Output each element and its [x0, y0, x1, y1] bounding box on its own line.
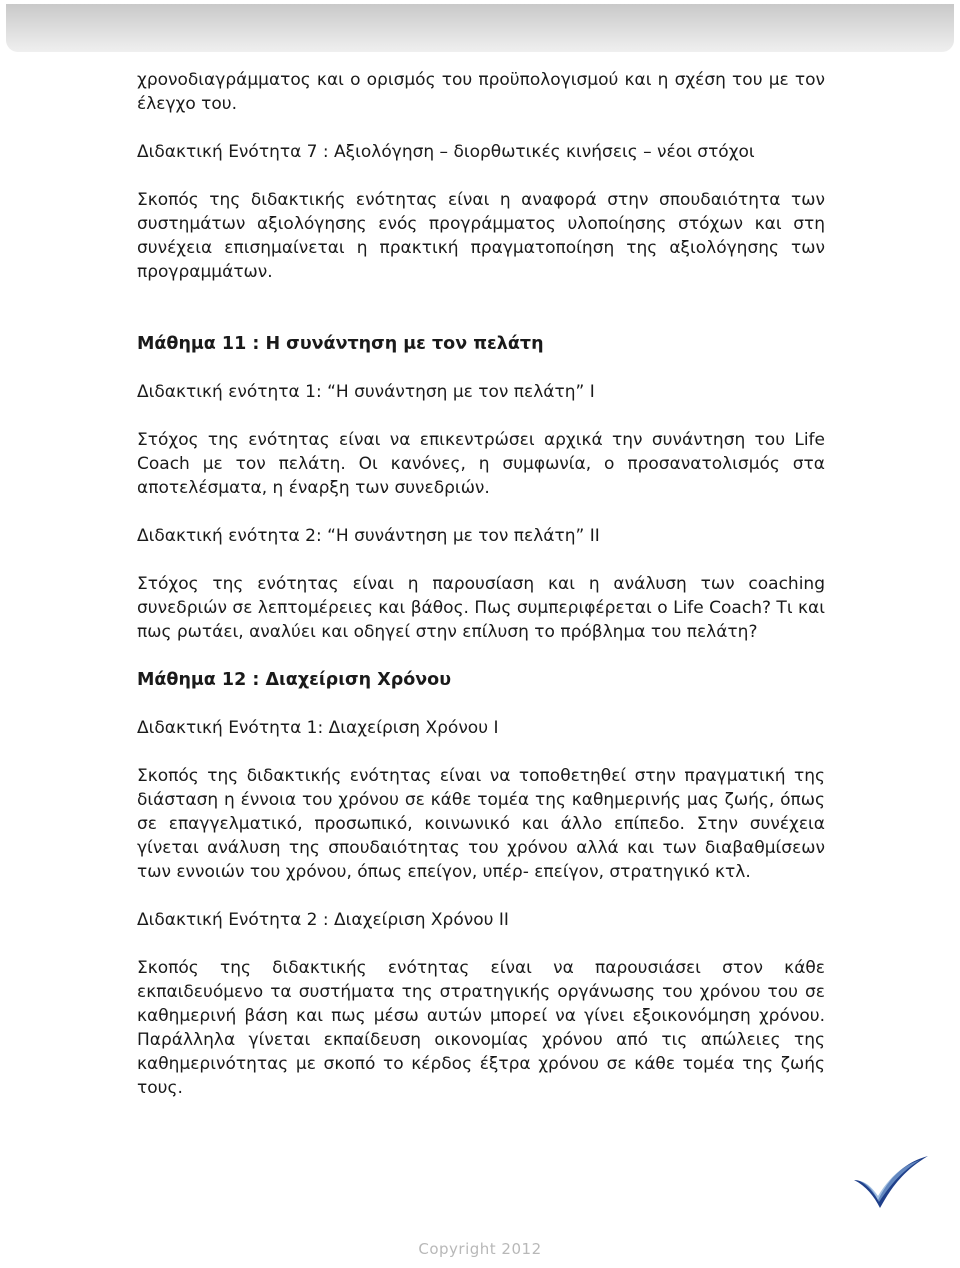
- header-bar: [6, 4, 954, 52]
- lesson-12-unit-2-description: Σκοπός της διδακτικής ενότητας είναι να παρουσιάσει στον κάθε εκπαιδευόμενο τα συστήματα της στρατηγικής οργάνωσης του χρόνου του σε καθημερινή βάση και πως μέσω αυτών μπορεί να γίνει εξοικονόμηση χρόνου. Παράλληλα γίνεται εκπαίδευση οικονομίας χρόνου από τις απώλειες της καθημερινότητας με σκοπό το κέρδος έξτρα χρόνου σε κάθε τομέα της ζωής τους.: [137, 958, 825, 1098]
- unit-7-description: Σκοπός της διδακτικής ενότητας είναι η αναφορά στην σπουδαιότητα των συστημάτων αξιολόγησης ενός προγράμματος υλοποίησης στόχων και στη συνέχεια επισημαίνεται η πρακτική πραγματοποίηση της αξιολόγησης των προγραμμάτων.: [137, 190, 825, 282]
- lesson-12-unit-1-description: Σκοπός της διδακτικής ενότητας είναι να τοποθετηθεί στην πραγματική της διάσταση η έννοια του χρόνου σε κάθε τομέα της καθημερινής μας ζωής, όπως σε επαγγελματικό, προσωπικό, κοινωνικό και άλλο επίπεδο. Στην συνέχεια γίνεται ανάλυση της σπουδαιότητας του χρόνου αλλά και των διαβαθμίσεων των εννοιών του χρόνου, όπως επείγον, υπέρ- επείγον, στρατηγικό κτλ.: [137, 766, 825, 882]
- lesson-11-heading: Μάθημα 11 : Η συνάντηση με τον πελάτη: [137, 334, 544, 354]
- lesson-12-unit-2-title: Διδακτική Ενότητα 2 : Διαχείριση Χρόνου ΙΙ: [137, 910, 509, 930]
- lesson-12-heading: Μάθημα 12 : Διαχείριση Χρόνου: [137, 670, 452, 690]
- lesson-11-unit-2-title: Διδακτική ενότητα 2: “Η συνάντηση με τον πελάτη” ΙΙ: [137, 526, 600, 546]
- lesson-11-unit-2-description: Στόχος της ενότητας είναι η παρουσίαση και η ανάλυση των coaching συνεδριών σε λεπτομέρειες και βάθος. Πως συμπεριφέρεται ο Life Coach? Τι και πως ρωτάει, αναλύει και οδηγεί στην επίλυση το πρόβλημα του πελάτη?: [137, 574, 825, 642]
- copyright-text: Copyright 2012: [418, 1240, 542, 1258]
- lesson-11-unit-1-title: Διδακτική ενότητα 1: “Η συνάντηση με τον πελάτη” Ι: [137, 382, 595, 402]
- unit-7-title: Διδακτική Ενότητα 7 : Αξιολόγηση – διορθωτικές κινήσεις – νέοι στόχοι: [137, 142, 755, 162]
- document-body: [137, 68, 825, 1100]
- paragraph-schedule-budget: χρονοδιαγράμματος και ο ορισμός του προϋπολογισμού και η σχέση του με τον έλεγχο του.: [137, 70, 825, 114]
- lesson-12-unit-1-title: Διδακτική Ενότητα 1: Διαχείριση Χρόνου Ι: [137, 718, 499, 738]
- checkmark-logo-icon: [850, 1150, 930, 1210]
- lesson-11-unit-1-description: Στόχος της ενότητας είναι να επικεντρώσει αρχικά την συνάντηση του Life Coach με τον πελάτη. Οι κανόνες, η συμφωνία, ο προσανατολισμός στα αποτελέσματα, η έναρξη των συνεδριών.: [137, 430, 825, 498]
